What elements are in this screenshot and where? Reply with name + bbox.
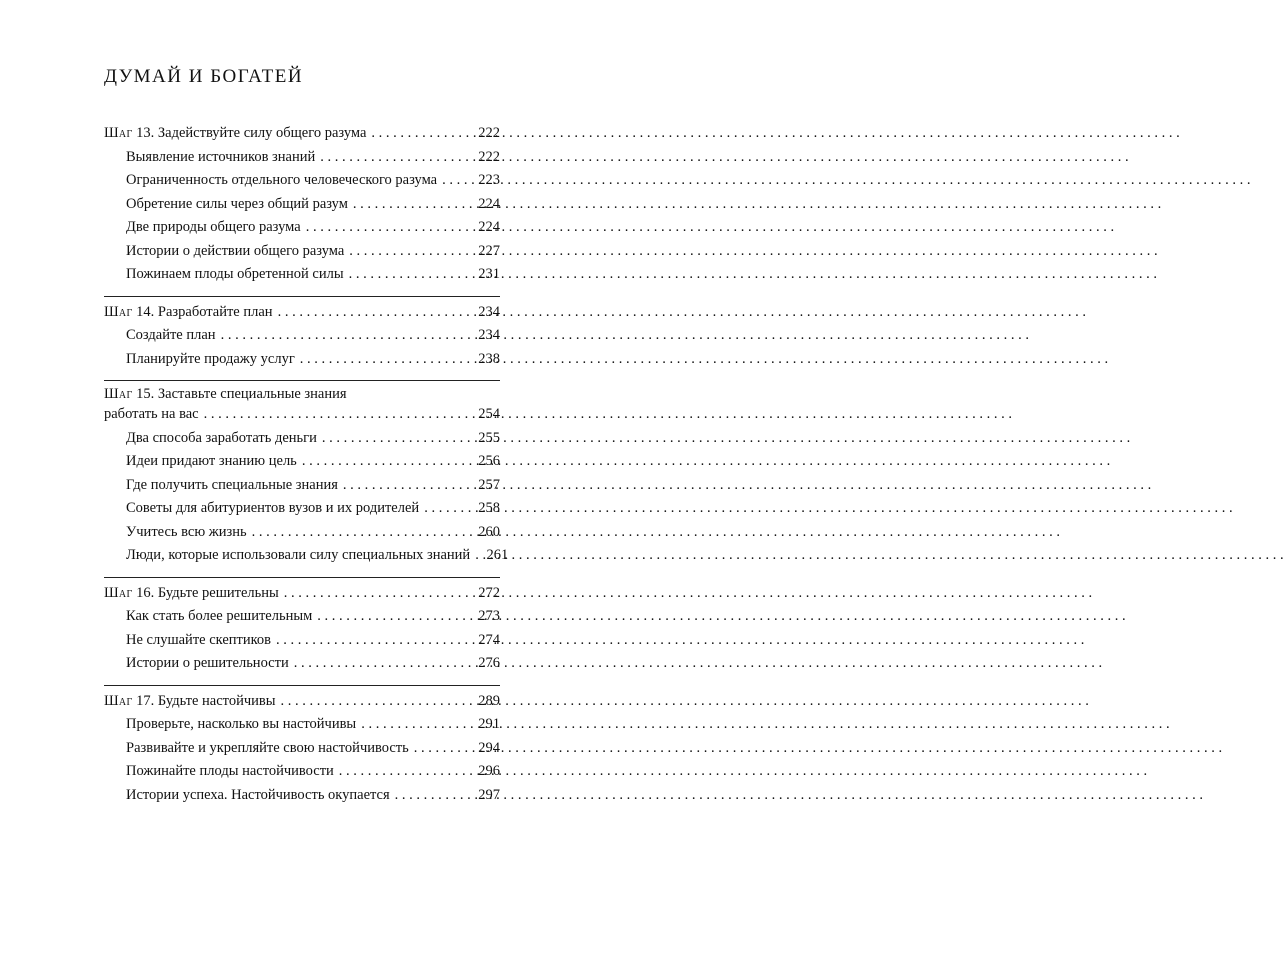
entry-title: Пожинайте плоды настойчивости [126, 763, 334, 779]
toc-step-16 [104, 577, 500, 681]
toc-entry[interactable] [104, 474, 500, 498]
step-label: Шаг [104, 584, 133, 601]
step-title-continued: работать на вас [104, 406, 199, 422]
toc-step-heading[interactable] [104, 582, 500, 606]
dot-leader [300, 348, 473, 372]
dot-leader [371, 122, 473, 146]
entry-title: Планируйте продажу услуг [126, 350, 295, 367]
page-number: 274 [478, 631, 500, 648]
page-number: 231 [478, 266, 500, 282]
dot-leader [278, 301, 473, 325]
page-number: 234 [478, 303, 500, 320]
entry-title: Пожинаем плоды обретенной силы [126, 266, 344, 282]
toc-step-heading[interactable] [104, 122, 500, 146]
toc-step-heading[interactable] [104, 690, 500, 714]
toc-entry[interactable] [104, 450, 500, 474]
page-number: 224 [478, 195, 500, 212]
running-head: ДУМАЙ И БОГАТЕЙ [104, 66, 304, 87]
toc-entry[interactable] [104, 169, 500, 193]
entry-title: Ограниченность отдельного человеческого разума [126, 172, 438, 188]
entry-title: Как стать более решительным [126, 608, 313, 624]
step-label: Шаг [104, 125, 133, 141]
page-number: 222 [478, 125, 500, 141]
step-title: Задействуйте силу общего разума [157, 125, 367, 141]
dot-leader [339, 760, 473, 784]
entry-title: Создайте план [126, 327, 216, 343]
page-number: 222 [478, 148, 500, 165]
toc-entry[interactable] [104, 737, 500, 761]
toc-step-heading-continued[interactable] [104, 403, 500, 427]
entry-title: Люди, которые использовали силу специальных знаний [126, 547, 471, 563]
entry-title: Учитесь всю жизнь [126, 523, 247, 540]
dot-leader [320, 146, 473, 170]
entry-title: Истории о решительности [126, 655, 289, 671]
dot-leader [280, 690, 473, 714]
toc-entry[interactable] [104, 324, 500, 348]
step-title: Разработайте план [157, 303, 273, 320]
toc-step-14 [104, 296, 500, 377]
toc-entry[interactable] [104, 146, 500, 170]
page-number: 272 [478, 584, 500, 601]
dot-leader [343, 474, 473, 498]
toc-step-heading[interactable] [104, 385, 500, 403]
entry-title: Идеи придают знанию цель [126, 453, 297, 469]
toc-entry[interactable] [104, 193, 500, 217]
step-number: 13. [136, 125, 155, 141]
dot-leader [361, 713, 473, 737]
toc-step-heading[interactable] [104, 301, 500, 325]
toc-entry[interactable] [104, 263, 500, 287]
page-number: 258 [478, 500, 500, 516]
page-number: 257 [478, 476, 500, 493]
toc-entry[interactable] [104, 713, 500, 737]
toc-entry[interactable] [104, 427, 500, 451]
dot-leader [284, 582, 473, 606]
page-number: 260 [478, 523, 500, 540]
page-number: 273 [478, 608, 500, 624]
dot-leader [349, 240, 473, 264]
entry-title: Истории о действии общего разума [126, 242, 345, 259]
step-label: Шаг [104, 692, 133, 709]
toc-step-17 [104, 685, 500, 813]
page-number: 297 [478, 786, 500, 803]
table-of-contents [104, 119, 509, 812]
toc-entry[interactable] [104, 216, 500, 240]
step-number: 15. [136, 386, 155, 402]
entry-title: Не слушайте скептиков [126, 631, 272, 648]
entry-title: Развивайте и укрепляйте свою настойчивость [126, 739, 409, 756]
dot-leader [317, 605, 473, 629]
dot-leader [349, 263, 473, 287]
toc-entry[interactable] [104, 240, 500, 264]
page-number: 291 [478, 716, 500, 732]
toc-entry[interactable] [104, 784, 500, 808]
toc-entry[interactable] [104, 652, 500, 676]
step-label: Шаг [104, 386, 133, 402]
dot-leader [294, 652, 473, 676]
dot-leader [306, 216, 473, 240]
page-number: 255 [478, 429, 500, 446]
entry-title: Где получить специальные знания [126, 476, 338, 493]
entry-title: Два способа заработать деньги [126, 429, 317, 446]
dot-leader [204, 403, 473, 427]
dot-leader [252, 521, 473, 545]
step-number: 17. [136, 692, 155, 709]
dot-leader [395, 784, 473, 808]
dot-leader [475, 544, 481, 568]
page-number: 224 [478, 219, 500, 235]
entry-title: Истории успеха. Настойчивость окупается [126, 786, 390, 803]
step-label: Шаг [104, 303, 133, 320]
page-number: 276 [478, 655, 500, 671]
entry-title: Две природы общего разума [126, 219, 301, 235]
toc-entry[interactable] [104, 629, 500, 653]
page-number: 261 [486, 547, 509, 563]
toc-step-15 [104, 380, 509, 573]
page-number: 234 [478, 327, 500, 343]
page-number: 254 [478, 406, 500, 422]
dot-leader [424, 497, 473, 521]
dot-leader [322, 427, 473, 451]
toc-entry[interactable] [104, 521, 500, 545]
page-number: 223 [478, 172, 500, 188]
toc-entry[interactable] [104, 605, 500, 629]
dot-leader [221, 324, 473, 348]
page-number: 294 [478, 739, 500, 756]
step-title: Будьте решительны [157, 584, 279, 601]
page-number: 227 [478, 242, 500, 259]
dot-leader [414, 737, 473, 761]
toc-entry[interactable] [104, 348, 500, 372]
step-title: Заставьте специальные знания [157, 386, 347, 402]
page-number: 256 [478, 453, 500, 469]
dot-leader [442, 169, 473, 193]
toc-entry[interactable] [104, 760, 500, 784]
page-number: 289 [478, 692, 500, 709]
page-number: 296 [478, 763, 500, 779]
page-number: 238 [478, 350, 500, 367]
toc-entry[interactable] [104, 544, 509, 568]
dot-leader [353, 193, 473, 217]
entry-title: Советы для абитуриентов вузов и их родителей [126, 500, 420, 516]
step-number: 16. [136, 584, 155, 601]
entry-title: Обретение силы через общий разум [126, 195, 348, 212]
dot-leader [302, 450, 473, 474]
step-title: Будьте настойчивы [157, 692, 276, 709]
toc-step-13 [104, 119, 500, 292]
entry-title: Проверьте, насколько вы настойчивы [126, 716, 357, 732]
entry-title: Выявление источников знаний [126, 148, 316, 165]
dot-leader [276, 629, 473, 653]
step-number: 14. [136, 303, 155, 320]
toc-entry[interactable] [104, 497, 500, 521]
